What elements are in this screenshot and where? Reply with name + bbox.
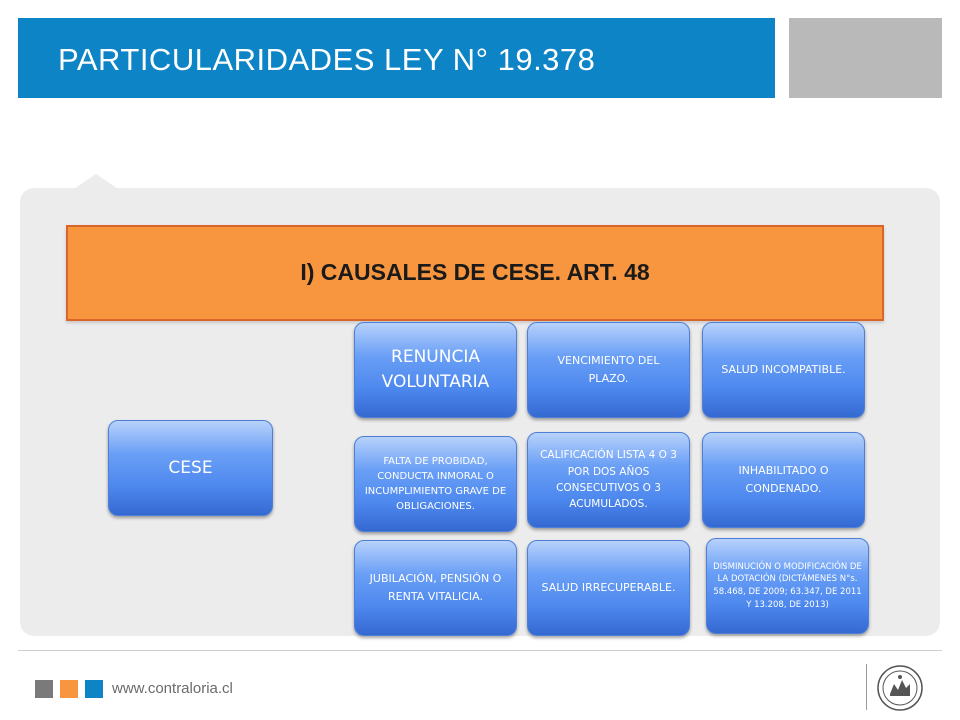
- title-bar: [18, 18, 775, 98]
- node-jubilacion[interactable]: [354, 540, 517, 636]
- footer-divider-line: [18, 650, 942, 651]
- footer-gray-square: [35, 680, 53, 698]
- node-salud-incompatible[interactable]: [702, 322, 865, 418]
- node-label: JUBILACIÓN, PENSIÓN O RENTA VITALICIA.: [369, 572, 502, 603]
- banner-text: I) CAUSALES DE CESE. ART. 48: [300, 258, 650, 285]
- node-label: SALUD IRRECUPERABLE.: [541, 581, 676, 595]
- node-calificacion-lista[interactable]: [527, 432, 690, 528]
- node-inhabilitado-condenado[interactable]: [702, 432, 865, 528]
- node-label: RENUNCIA VOLUNTARIA: [381, 347, 490, 392]
- footer-vertical-divider: [866, 664, 867, 710]
- node-vencimiento-plazo[interactable]: [527, 322, 690, 418]
- cese-root-label: CESE: [168, 458, 213, 478]
- slide-title: PARTICULARIDADES LEY N° 19.378: [58, 42, 596, 77]
- node-label: DISMINUCIÓN O MODIFICACIÓN DE LA DOTACIÓN (DICTÁMENES N°s. 58.468, DE 2009; 63.347, DE 2011 Y 13.208, DE 2013): [713, 561, 862, 610]
- node-disminucion-dotacion[interactable]: [706, 538, 869, 634]
- cese-root-node[interactable]: [108, 420, 273, 516]
- node-salud-irrecuperable[interactable]: [527, 540, 690, 636]
- node-falta-probidad[interactable]: [354, 436, 517, 532]
- panel-notch: [74, 174, 118, 189]
- node-renuncia-voluntaria[interactable]: [354, 322, 517, 418]
- node-label: VENCIMIENTO DEL PLAZO.: [557, 354, 660, 385]
- footer-orange-square: [60, 680, 78, 698]
- header-gray-block: [789, 18, 942, 98]
- contraloria-seal-icon: [876, 664, 924, 712]
- section-banner: [66, 225, 884, 321]
- node-label: FALTA DE PROBIDAD, CONDUCTA INMORAL O INCUMPLIMIENTO GRAVE DE OBLIGACIONES.: [364, 456, 507, 512]
- node-label: INHABILITADO O CONDENADO.: [738, 464, 829, 495]
- node-label: CALIFICACIÓN LISTA 4 O 3 POR DOS AÑOS CONSECUTIVOS O 3 ACUMULADOS.: [540, 449, 677, 511]
- node-label: SALUD INCOMPATIBLE.: [721, 363, 846, 377]
- footer-url: www.contraloria.cl: [112, 680, 233, 697]
- footer-blue-square: [85, 680, 103, 698]
